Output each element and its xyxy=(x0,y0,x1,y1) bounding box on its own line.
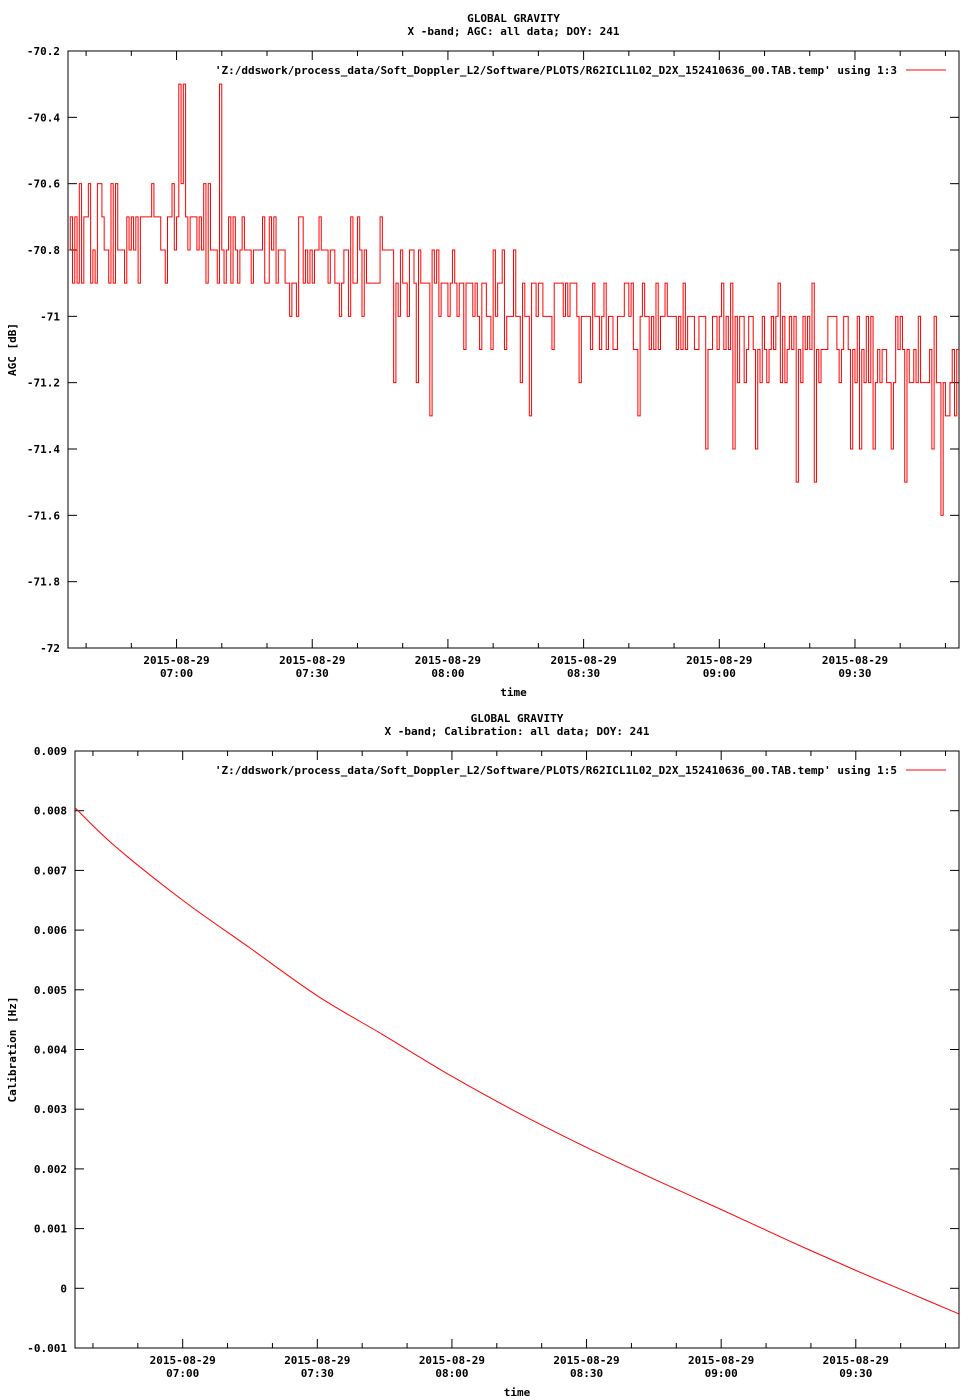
y-tick-label: -70.4 xyxy=(26,111,60,125)
y-tick-label: -71.4 xyxy=(26,443,60,456)
x-tick-label-time: 09:00 xyxy=(702,667,736,680)
y-tick-label: 0.009 xyxy=(33,745,67,758)
y-tick-label: -71.8 xyxy=(26,575,60,589)
x-tick-label-date: 2015-08-29 xyxy=(143,654,210,667)
y-tick-label: -70.6 xyxy=(26,177,60,191)
y-tick-label: 0.007 xyxy=(33,864,67,878)
x-tick-label-date: 2015-08-29 xyxy=(821,654,889,667)
x-tick-label-time: 08:30 xyxy=(567,667,601,680)
y-tick-label: 0.005 xyxy=(33,983,67,997)
legend-label: 'Z:/ddswork/process_data/Soft_Doppler_L2/Software/PLOTS/R62ICL1L02_D2X_152410636_00.TAB.temp' using 1:3 xyxy=(214,64,897,77)
x-tick-label-date: 2015-08-29 xyxy=(553,1354,620,1367)
y-tick-label: 0.001 xyxy=(33,1222,67,1236)
y-tick-label: -71.6 xyxy=(26,509,60,523)
x-tick-label-time: 07:30 xyxy=(300,1367,334,1380)
x-axis-label: time xyxy=(503,1386,531,1399)
x-tick-label-date: 2015-08-29 xyxy=(284,1354,351,1367)
y-tick-label: -70.8 xyxy=(26,244,60,257)
chart-title: GLOBAL GRAVITY xyxy=(467,12,560,25)
x-tick-label-time: 08:00 xyxy=(431,667,465,680)
x-tick-label-time: 08:00 xyxy=(435,1367,469,1380)
x-tick-label-date: 2015-08-29 xyxy=(279,654,346,667)
plot-frame xyxy=(75,751,959,1348)
calibration-series-line xyxy=(75,808,959,1314)
y-tick-label: 0.008 xyxy=(33,804,67,818)
agc-series-line xyxy=(68,84,959,515)
y-tick-label: -71 xyxy=(40,310,60,324)
y-tick-label: 0.002 xyxy=(33,1162,67,1176)
y-axis-label: AGC [dB] xyxy=(6,323,19,376)
chart-subtitle: X -band; AGC: all data; DOY: 241 xyxy=(407,25,620,38)
x-tick-label-time: 09:30 xyxy=(838,667,872,680)
x-tick-label-time: 09:30 xyxy=(839,1367,873,1380)
y-tick-label: -0.001 xyxy=(27,1342,67,1355)
x-tick-label-date: 2015-08-29 xyxy=(418,1354,486,1367)
calibration-chart xyxy=(0,700,980,1400)
y-tick-label: -71.2 xyxy=(26,376,60,390)
x-tick-label-date: 2015-08-29 xyxy=(688,1354,755,1367)
x-tick-label-date: 2015-08-29 xyxy=(149,1354,216,1367)
y-tick-label: 0.004 xyxy=(33,1043,67,1057)
x-tick-label-time: 09:00 xyxy=(704,1367,738,1380)
x-tick-label-time: 07:00 xyxy=(166,1367,200,1380)
x-tick-label-time: 07:00 xyxy=(159,667,194,680)
y-tick-label: 0 xyxy=(60,1282,67,1296)
y-tick-label: -70.2 xyxy=(26,45,60,58)
x-axis-label: time xyxy=(500,686,527,699)
y-tick-label: 0.003 xyxy=(33,1103,67,1117)
legend-label: 'Z:/ddswork/process_data/Soft_Doppler_L2/Software/PLOTS/R62ICL1L02_D2X_152410636_00.TAB.temp' using 1:5 xyxy=(214,764,897,777)
chart-title: GLOBAL GRAVITY xyxy=(470,712,564,725)
x-tick-label-date: 2015-08-29 xyxy=(686,654,753,667)
chart-subtitle: X -band; Calibration: all data; DOY: 241 xyxy=(384,725,650,738)
y-tick-label: -72 xyxy=(40,642,60,655)
x-tick-label-time: 07:30 xyxy=(295,667,329,680)
x-tick-label-time: 08:30 xyxy=(569,1367,604,1380)
x-tick-label-date: 2015-08-29 xyxy=(822,1354,889,1367)
x-tick-label-date: 2015-08-29 xyxy=(550,654,617,667)
x-tick-label-date: 2015-08-29 xyxy=(414,654,482,667)
y-tick-label: 0.006 xyxy=(33,924,67,938)
y-axis-label: Calibration [Hz] xyxy=(6,996,19,1103)
